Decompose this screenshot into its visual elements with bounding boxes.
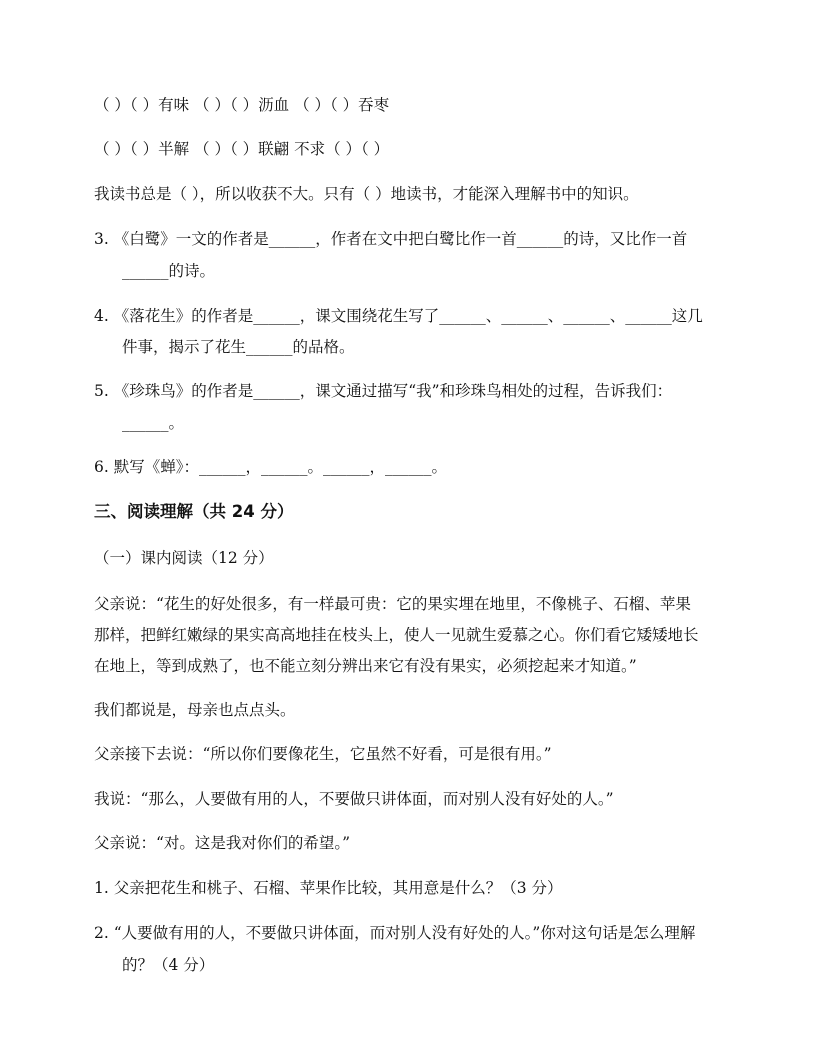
reading-question-2-line-1: 2. “人要做有用的人，不要做只讲体面，而对别人没有好处的人。”你对这句话是怎么理解 <box>94 924 696 942</box>
passage-paragraph-5: 父亲说：“对。这是我对你们的希望。” <box>94 834 351 852</box>
reading-question-1: 1. 父亲把花生和桃子、石榴、苹果作比较，其用意是什么？（3 分） <box>94 879 563 897</box>
question-4-line-1: 4. 《落花生》的作者是______，课文围绕花生写了______、______、______、______这几 <box>94 307 703 325</box>
idiom-sentence-line: 我读书总是（ ），所以收获不大。只有（ ）地读书，才能深入理解书中的知识。 <box>94 185 639 203</box>
passage-paragraph-1-line-1: 父亲说：“花生的好处很多，有一样最可贵：它的果实埋在地里，不像桃子、石榴、苹果 <box>94 595 691 613</box>
passage-paragraph-3: 父亲接下去说：“所以你们要像花生，它虽然不好看，可是很有用。” <box>94 745 552 763</box>
question-6-line: 6. 默写《蝉》：______，______。______，______。 <box>94 458 447 476</box>
section-3-subtitle: （一）课内阅读（12 分） <box>94 549 274 567</box>
passage-paragraph-1-line-2: 那样，把鲜红嫩绿的果实高高地挂在枝头上，使人一见就生爱慕之心。你们看它矮矮地长 <box>94 626 699 644</box>
passage-paragraph-4: 我说：“那么，人要做有用的人，不要做只讲体面，而对别人没有好处的人。” <box>94 790 614 808</box>
passage-paragraph-2: 我们都说是，母亲也点点头。 <box>94 701 296 719</box>
question-3-line-2: ______的诗。 <box>122 262 216 280</box>
question-4-line-2: 件事，揭示了花生______的品格。 <box>122 338 355 356</box>
question-5-line-2: ______。 <box>122 414 185 432</box>
reading-question-2-line-2: 的？（4 分） <box>122 956 215 974</box>
idiom-fill-line-1: （ ）（ ）有味 （ ）（ ）沥血 （ ）（ ）吞枣 <box>94 96 390 114</box>
idiom-fill-line-2: （ ）（ ）半解 （ ）（ ）联翩 不求（ ）（ ） <box>94 140 390 158</box>
passage-paragraph-1-line-3: 在地上，等到成熟了，也不能立刻分辨出来它有没有果实，必须挖起来才知道。” <box>94 657 637 675</box>
question-5-line-1: 5. 《珍珠鸟》的作者是______，课文通过描写“我”和珍珠鸟相处的过程，告诉我们： <box>94 382 673 400</box>
question-3-line-1: 3. 《白鹭》一文的作者是______，作者在文中把白鹭比作一首______的诗，又比作一首 <box>94 230 688 248</box>
section-3-title: 三、阅读理解（共 24 分） <box>94 502 294 521</box>
